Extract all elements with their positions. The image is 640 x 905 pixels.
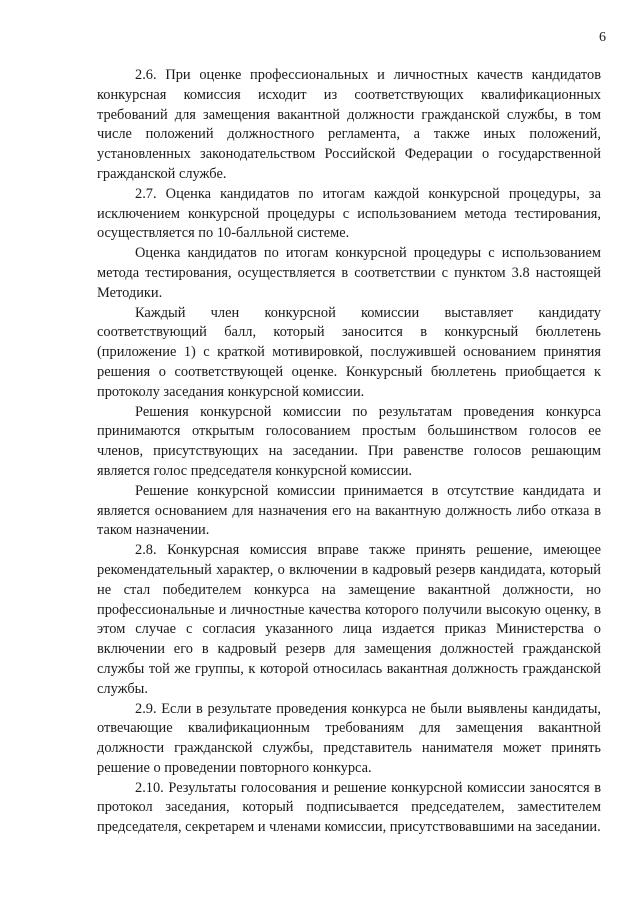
paragraph-2-10: 2.10. Результаты голосования и решение конкурсной комиссии заносятся в протокол заседания, который подписывается председателем, заместителем председателя, секретарем и членами комиссии, присутствовавшими на заседании. (97, 779, 601, 836)
paragraph-testing-assessment: Оценка кандидатов по итогам конкурсной процедуры с использованием метода тестирования, осуществляется в соответствии с пунктом 3.8 настоящей Методики. (97, 245, 601, 301)
paragraph-2-8: 2.8. Конкурсная комиссия вправе также принять решение, имеющее рекомендательный характер, о включении в кадровый резерв кандидата, который не стал победителем конкурса на замещение вакантной должности, но профессиональные и личностные качества которого получили высокую оценку, в этом случае с согласия указанного лица издается приказ Министерства о включении его в кадровый резерв для замещения должностей гражданской службы той же группы, к которой относилась вакантная должность гражданской службы. (97, 542, 601, 697)
paragraph-decision: Решение конкурсной комиссии принимается в отсутствие кандидата и является основанием для назначения его на вакантную должность либо отказа в таком назначении. (97, 482, 601, 539)
page-number: 6 (599, 30, 606, 45)
paragraph-2-9: 2.9. Если в результате проведения конкурса не были выявлены кандидаты, отвечающие квалификационным требованиям для замещения вакантной должности гражданской службы, представитель нанимателя может принять решение о проведении повторного конкурса. (97, 700, 601, 776)
document-body (97, 66, 601, 838)
paragraph-2-7: 2.7. Оценка кандидатов по итогам каждой конкурсной процедуры, за исключением конкурсной процедуры с использованием метода тестирования, осуществляется по 10-балльной системе. (97, 185, 601, 242)
paragraph-ballot: Каждый член конкурсной комиссии выставляет кандидату соответствующий балл, который заносится в конкурсный бюллетень (приложение 1) с краткой мотивировкой, послужившей основанием принятия решения о соответствующей оценке. Конкурсный бюллетень приобщается к протоколу заседания конкурсной комиссии. (97, 304, 601, 400)
paragraph-2-6: 2.6. При оценке профессиональных и личностных качеств кандидатов конкурсная комиссия исходит из соответствующих квалификационных требований для замещения вакантной должности гражданской службы, в том числе положений должностного регламента, а также иных положений, установленных законодательством Российской Федерации о государственной гражданской службе. (97, 67, 601, 182)
paragraph-voting: Решения конкурсной комиссии по результатам проведения конкурса принимаются открытым голосованием простым большинством голосов ее членов, присутствующих на заседании. При равенстве голосов решающим является голос председателя конкурсной комиссии. (97, 403, 601, 479)
